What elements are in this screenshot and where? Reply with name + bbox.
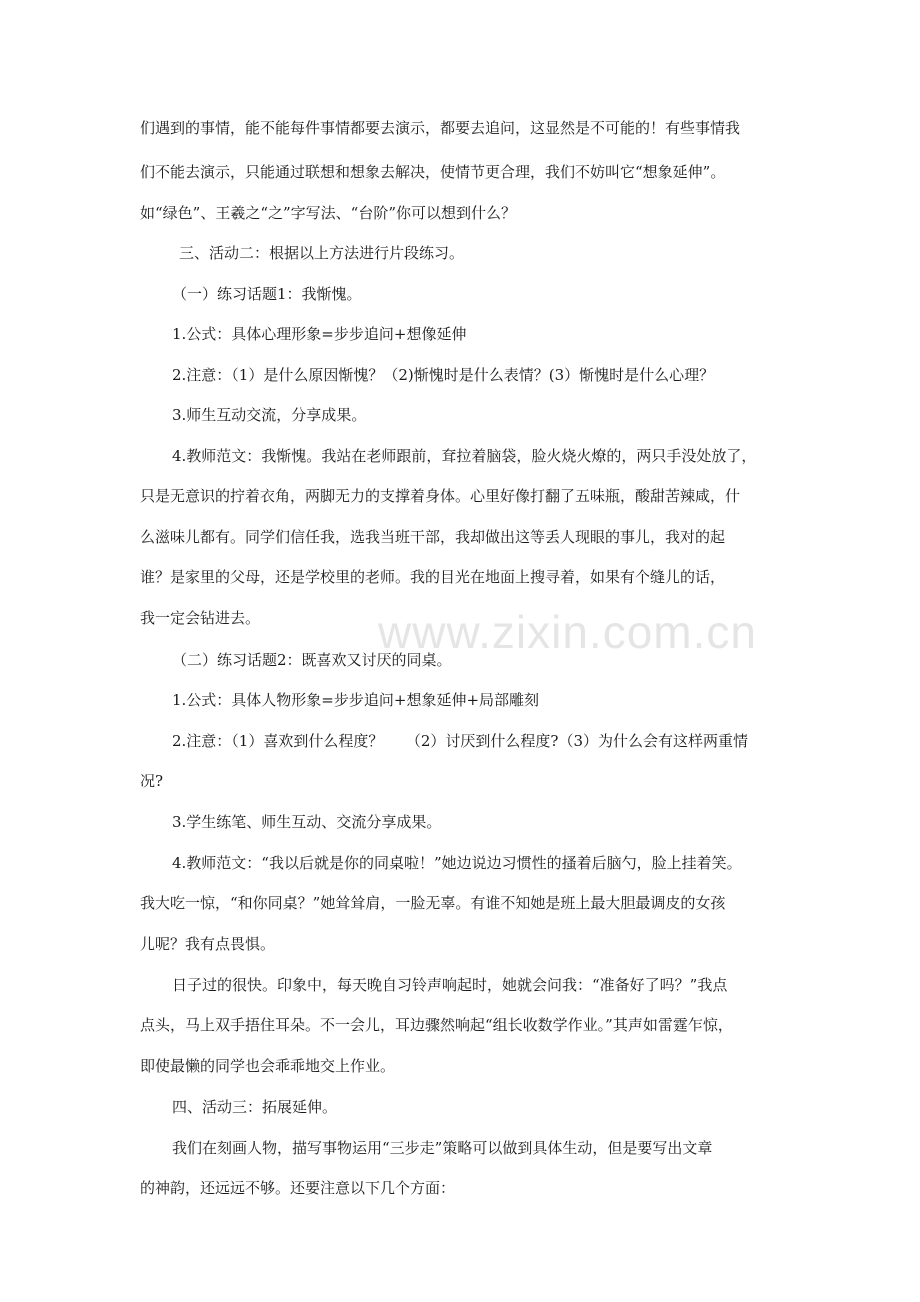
text-line: 只是无意识的拧着衣角，两脚无力的支撑着身体。心里好像打翻了五味瓶，酸甜苦辣咸，什 (140, 487, 741, 505)
text-line: 们遇到的事情，能不能每件事情都要去演示，都要去追问，这显然是不可能的！有些事情我 (140, 119, 741, 137)
text-line: 1.公式：具体人物形象=步步追问+想象延伸+局部雕刻 (172, 691, 540, 709)
text-line: 况? (140, 772, 164, 790)
text-line: 日子过的很快。印象中，每天晚自习铃声响起时，她就会问我：“准备好了吗？”我点 (172, 976, 728, 994)
text-line: 2.注意：（1）喜欢到什么程度？ （2）讨厌到什么程度?（3）为什么会有这样两重情 (172, 732, 748, 750)
text-line: 我大吃一惊，“和你同桌？”她耸耸肩，一脸无辜。有谁不知她是班上最大胆最调皮的女孩 (140, 894, 726, 912)
text-line: 我一定会钻进去。 (140, 609, 261, 627)
text-line: 们不能去演示，只能通过联想和想象去解决，使情节更合理，我们不妨叫它“想象延伸”。 (140, 163, 726, 181)
text-line: 即使最懒的同学也会乖乖地交上作业。 (140, 1057, 396, 1075)
text-line: 1.公式：具体心理形象=步步追问+想像延伸 (172, 325, 467, 343)
text-line: 如“绿色”、王羲之“之”字写法、“台阶”你可以想到什么？ (140, 204, 517, 222)
text-line: 2.注意：（1）是什么原因惭愧？（2)惭愧时是什么表情？(3）惭愧时是什么心理？ (172, 366, 715, 384)
text-line: 点头，马上双手捂住耳朵。不一会儿，耳边骤然响起“组长收数学作业。”其声如雷霆乍惊， (140, 1016, 733, 1034)
text-line: 4.教师范文：我惭愧。我站在老师跟前，耷拉着脑袋，脸火烧火燎的，两只手没处放了， (172, 447, 757, 465)
subsection-heading: （二）练习话题2：既喜欢又讨厌的同桌。 (172, 651, 452, 669)
section-heading: 三、活动二：根据以上方法进行片段练习。 (179, 244, 465, 262)
subsection-heading: （一）练习话题1：我惭愧。 (172, 285, 362, 303)
watermark: www.zixin.com.cn (378, 606, 757, 658)
text-line: 么滋味儿都有。同学们信任我，选我当班干部，我却做出这等丢人现眼的事儿，我对的起 (140, 528, 726, 546)
section-heading: 四、活动三：拓展延伸。 (172, 1098, 338, 1116)
text-line: 我们在刻画人物，描写事物运用“三步走”策略可以做到具体生动，但是要写出文章 (172, 1139, 713, 1157)
text-line: 的神韵，还远远不够。还要注意以下几个方面： (140, 1179, 456, 1197)
text-line: 3.师生互动交流，分享成果。 (172, 406, 367, 424)
text-line: 3.学生练笔、师生互动、交流分享成果。 (172, 813, 442, 831)
text-line: 儿呢？我有点畏惧。 (140, 935, 276, 953)
text-line: 谁？是家里的父母，还是学校里的老师。我的目光在地面上搜寻着，如果有个缝儿的话， (140, 568, 726, 586)
text-line: 4.教师范文：“我以后就是你的同桌啦！”她边说边习惯性的搔着后脑勺，脸上挂着笑。 (172, 854, 742, 872)
